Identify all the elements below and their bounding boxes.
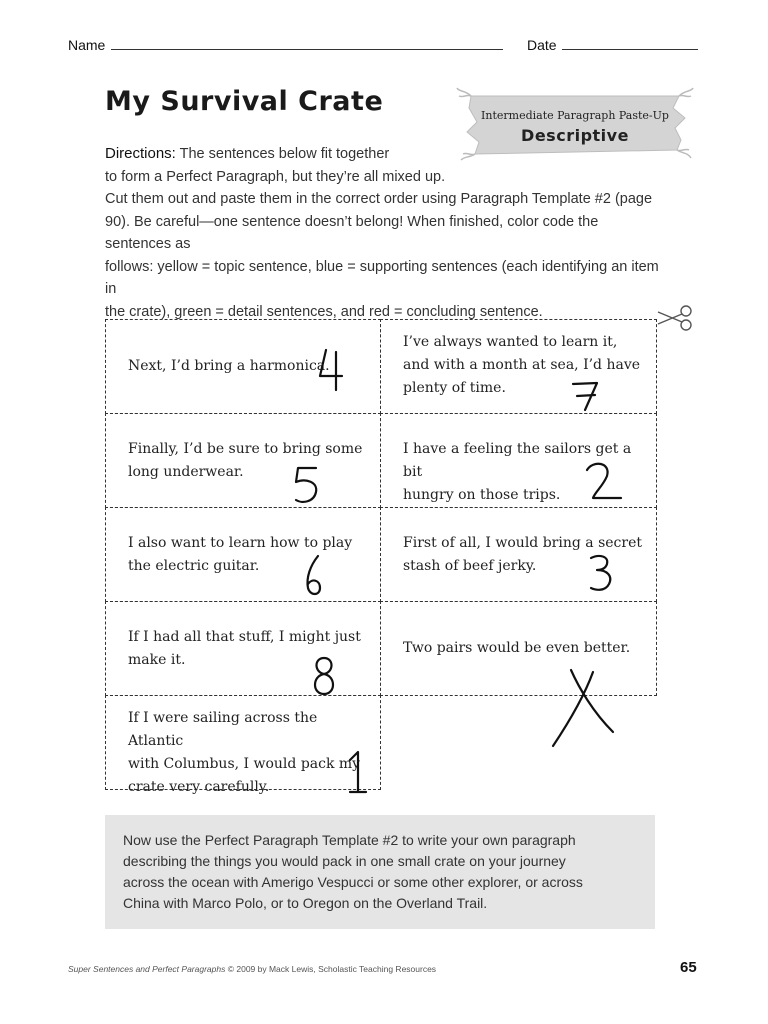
banner-title: Descriptive bbox=[521, 126, 629, 145]
strip-text: First of all, I would bring a secret bbox=[403, 535, 642, 551]
directions-text-1: The sentences below fit together bbox=[179, 146, 390, 162]
scissors-icon bbox=[656, 304, 694, 332]
name-label: Name bbox=[68, 37, 106, 53]
handwritten-mark-8 bbox=[310, 654, 340, 698]
sentence-strip[interactable] bbox=[380, 413, 657, 508]
directions-line-5: follows: yellow = topic sentence, blue = supporting sentences (each identifying an item in bbox=[105, 258, 659, 297]
strip-text: I have a feeling the sailors get a bit bbox=[403, 441, 632, 480]
strip-text: I’ve always wanted to learn it, bbox=[403, 334, 618, 350]
note-line-2: describing the things you would pack in one small crate on your journey bbox=[123, 853, 566, 869]
handwritten-mark-7 bbox=[569, 378, 603, 414]
handwritten-mark-6 bbox=[302, 552, 328, 598]
strip-text: Next, I’d bring a harmonica. bbox=[128, 358, 330, 374]
footer-book-title: Super Sentences and Perfect Paragraphs bbox=[68, 964, 226, 974]
sentence-strips bbox=[105, 319, 657, 795]
page-title: My Survival Crate bbox=[105, 86, 384, 117]
handwritten-mark-2 bbox=[583, 460, 625, 502]
page-number: 65 bbox=[680, 959, 697, 976]
strip-text: crate very carefully. bbox=[128, 779, 270, 795]
strip-text: the electric guitar. bbox=[128, 558, 260, 574]
strip-text: I also want to learn how to play bbox=[128, 535, 353, 551]
strip-text: stash of beef jerky. bbox=[403, 558, 537, 574]
strip-text: If I had all that stuff, I might just bbox=[128, 629, 361, 645]
sentence-strip[interactable] bbox=[105, 413, 381, 508]
date-label: Date bbox=[527, 37, 557, 53]
note-line-3: across the ocean with Amerigo Vespucci or some other explorer, or across bbox=[123, 874, 583, 890]
sentence-strip[interactable] bbox=[105, 507, 381, 602]
strip-text: If I were sailing across the Atlantic bbox=[128, 710, 318, 749]
directions-line-2: to form a Perfect Paragraph, but they’re all mixed up. bbox=[105, 168, 446, 185]
name-line[interactable] bbox=[111, 49, 503, 50]
footer-copyright: © 2009 by Mack Lewis, Scholastic Teaching Resources bbox=[227, 964, 437, 974]
handwritten-mark-3 bbox=[587, 552, 615, 594]
date-line[interactable] bbox=[562, 49, 698, 50]
directions-line-3: Cut them out and paste them in the correct order using Paragraph Template #2 (page bbox=[105, 191, 653, 207]
note-line-1: Now use the Perfect Paragraph Template #2 to write your own paragraph bbox=[123, 832, 576, 848]
writing-prompt-box bbox=[105, 815, 655, 929]
handwritten-mark-1 bbox=[346, 748, 370, 796]
strip-text: hungry on those trips. bbox=[403, 487, 561, 503]
sentence-strip[interactable] bbox=[105, 319, 381, 414]
strip-text: Finally, I’d be sure to bring some bbox=[128, 441, 363, 457]
sentence-strip[interactable] bbox=[380, 507, 657, 602]
directions-line-4: 90). Be careful—one sentence doesn’t belong! When finished, color code the sentences as bbox=[105, 213, 599, 252]
strip-text: plenty of time. bbox=[403, 380, 506, 396]
directions-line-1 bbox=[105, 143, 665, 166]
sentence-strip[interactable] bbox=[105, 601, 381, 696]
strip-text: long underwear. bbox=[128, 464, 244, 480]
banner-subtitle: Intermediate Paragraph Paste-Up bbox=[481, 109, 669, 122]
strip-text: make it. bbox=[128, 652, 186, 668]
handwritten-mark-x bbox=[549, 666, 617, 750]
strip-text: with Columbus, I would pack my bbox=[128, 756, 361, 772]
footer-credit bbox=[68, 964, 436, 974]
directions-lead: Directions: bbox=[105, 145, 176, 162]
directions-block bbox=[105, 143, 665, 323]
handwritten-mark-5 bbox=[292, 464, 322, 506]
note-line-4: China with Marco Polo, or to Oregon on the Overland Trail. bbox=[123, 895, 488, 911]
sentence-strip[interactable] bbox=[105, 695, 381, 795]
directions-line-6: the crate), green = detail sentences, and red = concluding sentence. bbox=[105, 303, 543, 320]
strip-text: Two pairs would be even better. bbox=[403, 640, 631, 656]
sentence-strip[interactable] bbox=[380, 319, 657, 414]
strip-text: and with a month at sea, I’d have bbox=[403, 357, 641, 373]
handwritten-mark-4 bbox=[316, 346, 346, 394]
